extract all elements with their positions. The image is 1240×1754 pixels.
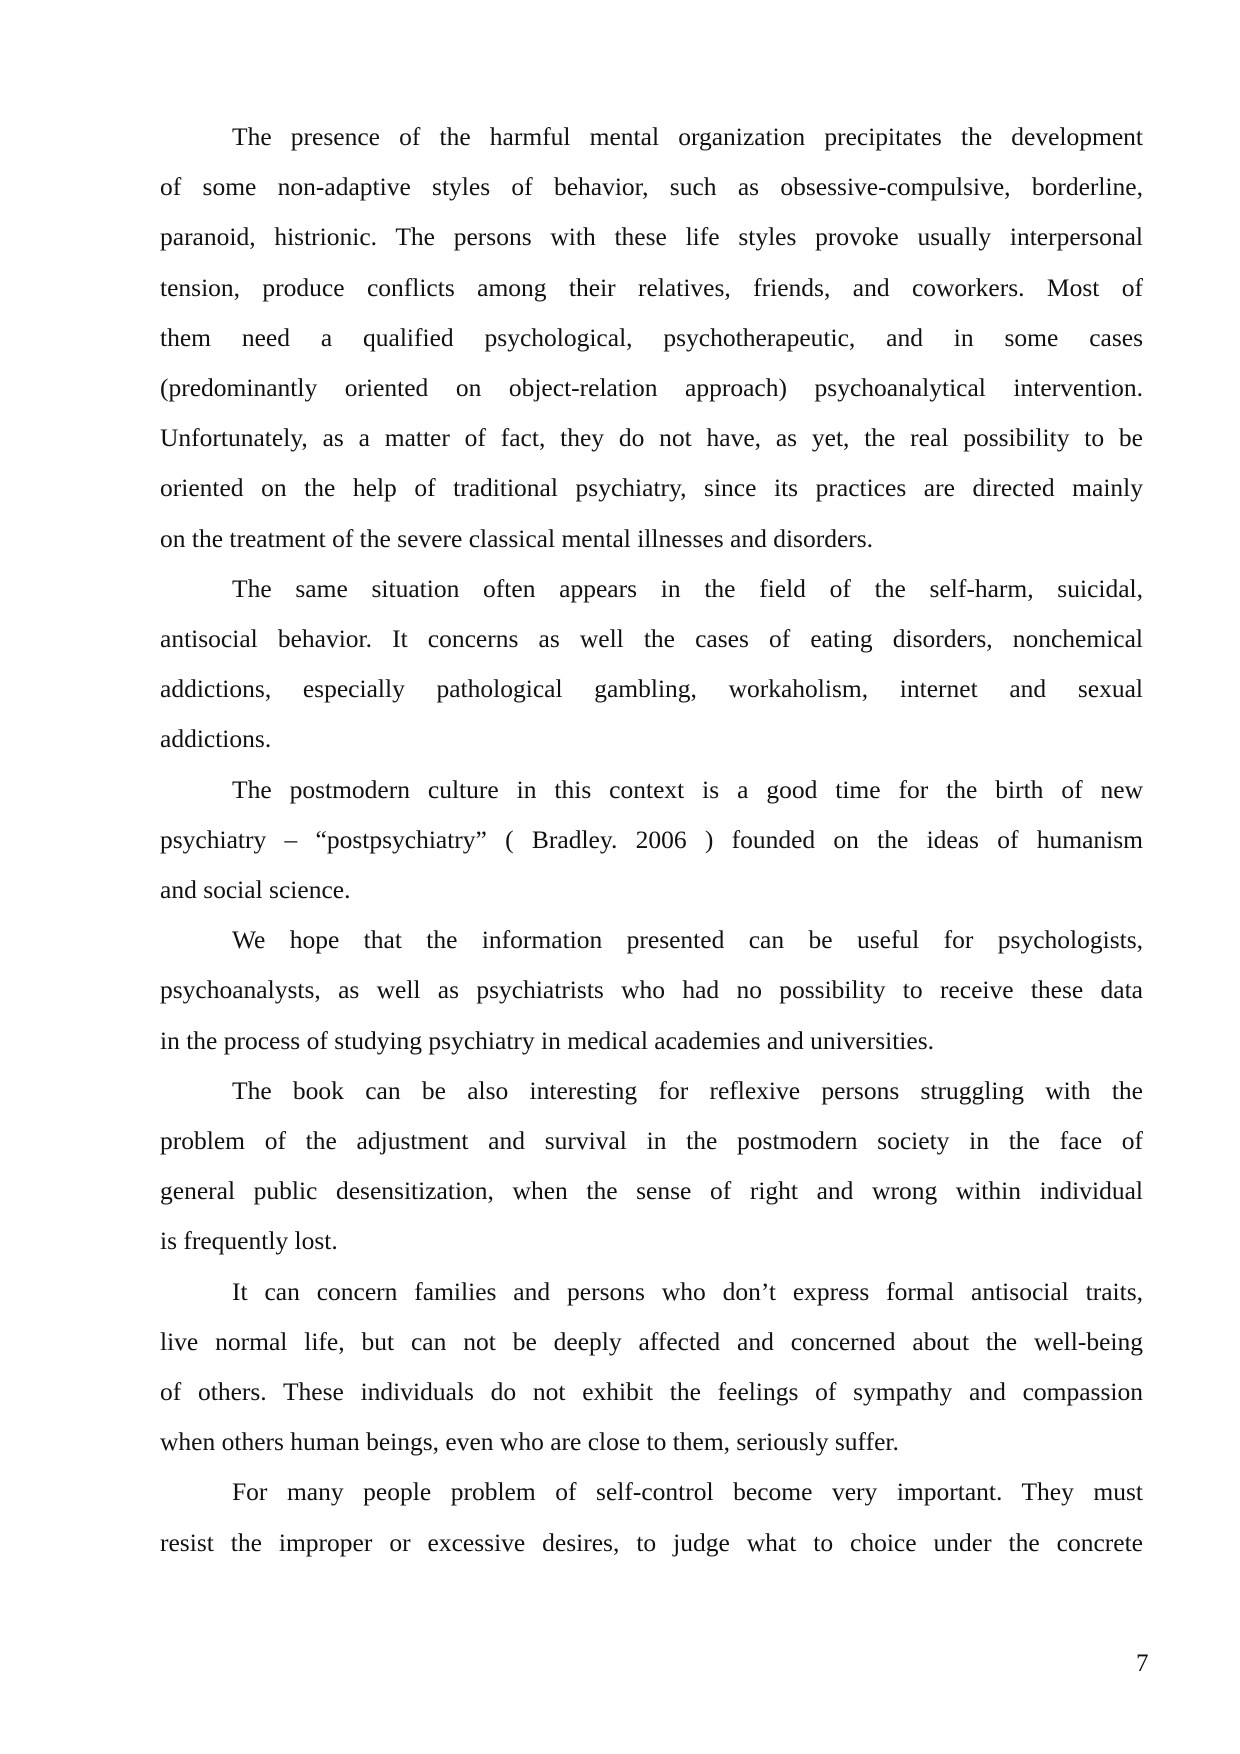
text-line: The book can be also interesting for reflexive persons struggling with the [232,1075,1143,1105]
text-line: tension, produce conflicts among their relatives, friends, and coworkers. Most of [160,272,1143,302]
text-line: Unfortunately, as a matter of fact, they do not have, as yet, the real possibility to be [160,423,1143,453]
text-line: is frequently lost. [160,1226,338,1256]
text-line: antisocial behavior. It concerns as well the cases of eating disorders, nonchemical [160,624,1143,654]
text-line: resist the improper or excessive desires, to judge what to choice under the concrete [160,1527,1143,1557]
text-line: The presence of the harmful mental organization precipitates the development [232,122,1143,151]
text-line: psychiatry – “postpsychiatry” ( Bradley. 2006 ) founded on the ideas of humanism [160,824,1143,854]
paragraph [160,1267,1143,1468]
text-line: paranoid, histrionic. The persons with these life styles provoke usually interpersonal [160,222,1143,252]
text-line: addictions. [160,724,272,754]
text-line: addictions, especially pathological gambling, workaholism, internet and sexual [160,674,1143,704]
text-line: and social science. [160,875,351,905]
text-line: live normal life, but can not be deeply affected and concerned about the well-being [160,1326,1143,1356]
text-line: It can concern families and persons who don’t express formal antisocial traits, [232,1276,1143,1306]
text-line: For many people problem of self-control become very important. They must [232,1477,1143,1507]
text-line: general public desensitization, when the sense of right and wrong within individual [160,1176,1143,1206]
text-line: The same situation often appears in the field of the self-harm, suicidal, [232,573,1143,603]
text-line: when others human beings, even who are close to them, seriously suffer. [160,1427,899,1457]
text-line: of some non-adaptive styles of behavior, such as obsessive-compulsive, borderline, [160,172,1143,202]
text-line: We hope that the information presented can be useful for psychologists, [232,925,1143,955]
paragraph [160,564,1143,765]
text-line: The postmodern culture in this context is a good time for the birth of new [232,774,1143,804]
paragraph [160,112,1143,564]
text-line: on the treatment of the severe classical mental illnesses and disorders. [160,523,874,553]
text-line: psychoanalysts, as well as psychiatrists who had no possibility to receive these data [160,975,1143,1005]
paragraph [160,1467,1143,1567]
text-line: of others. These individuals do not exhibit the feelings of sympathy and compassion [160,1377,1143,1407]
paragraph [160,765,1143,916]
page-number: 7 [1136,1650,1149,1677]
paragraph [160,915,1143,1066]
page-body [160,112,1143,1568]
paragraph [160,1066,1143,1267]
text-line: (predominantly oriented on object-relation approach) psychoanalytical intervention. [160,373,1143,403]
text-line: problem of the adjustment and survival in the postmodern society in the face of [160,1126,1143,1156]
text-line: in the process of studying psychiatry in medical academies and universities. [160,1025,935,1055]
text-line: them need a qualified psychological, psychotherapeutic, and in some cases [160,322,1143,352]
text-line: oriented on the help of traditional psychiatry, since its practices are directed mainly [160,473,1143,503]
